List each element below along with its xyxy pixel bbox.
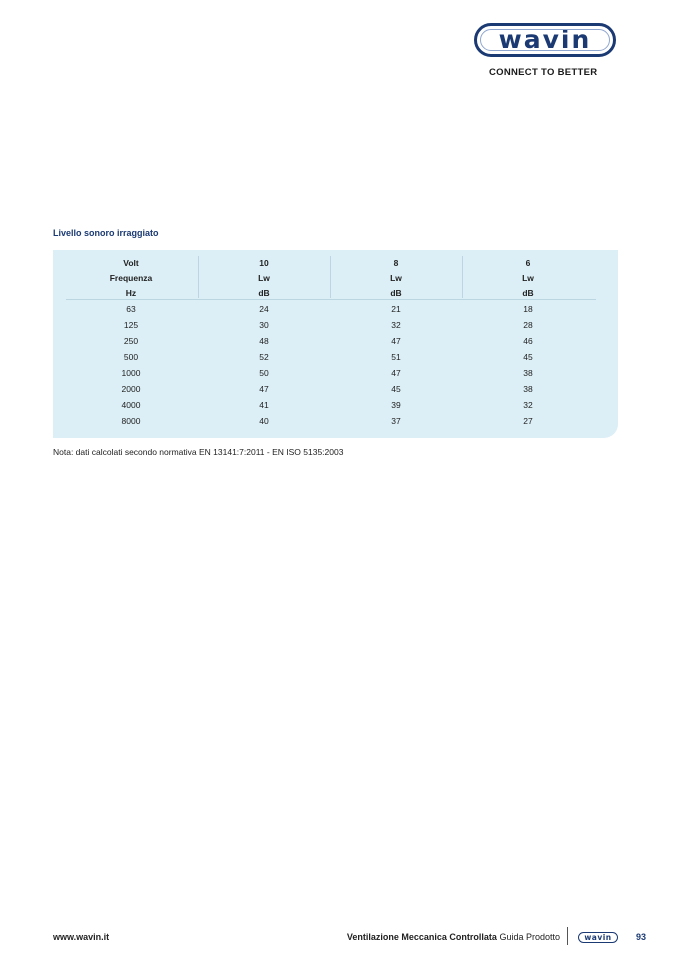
table-cell: 39 xyxy=(391,400,401,410)
header-cell: 6 xyxy=(525,258,531,268)
footer-logo-text: wavin xyxy=(584,932,612,942)
table-cell: 40 xyxy=(259,416,269,426)
table-cell: 47 xyxy=(391,336,401,346)
header-cell: Volt xyxy=(123,258,139,268)
table-cell: 4000 xyxy=(121,400,141,410)
header-column-6v xyxy=(463,256,593,301)
table-cell: 27 xyxy=(523,416,533,426)
table-cell: 30 xyxy=(259,320,269,330)
logo-tagline: CONNECT TO BETTER xyxy=(489,67,598,78)
table-cell: 50 xyxy=(259,368,269,378)
table-cell: 46 xyxy=(523,336,533,346)
table-cell: 8000 xyxy=(121,416,141,426)
table-cell: 38 xyxy=(523,368,533,378)
table-cell: 28 xyxy=(523,320,533,330)
header-column-frequency xyxy=(66,256,196,301)
header-cell: dB xyxy=(390,288,402,298)
footer-wavin-logo xyxy=(578,932,618,943)
table-cell: 250 xyxy=(123,336,139,346)
table-row xyxy=(53,397,618,413)
table-cell: 500 xyxy=(123,352,139,362)
header-cell: Lw xyxy=(522,273,534,283)
header-divider xyxy=(66,299,596,300)
header-cell: Lw xyxy=(390,273,402,283)
table-cell: 125 xyxy=(123,320,139,330)
header-cell: dB xyxy=(522,288,534,298)
table-cell: 41 xyxy=(259,400,269,410)
table-cell: 1000 xyxy=(121,368,141,378)
table-cell: 21 xyxy=(391,304,401,314)
section-title: Livello sonoro irraggiato xyxy=(53,228,159,238)
table-row xyxy=(53,317,618,333)
table-cell: 32 xyxy=(391,320,401,330)
footer-document-title xyxy=(347,932,560,942)
header-cell: 8 xyxy=(393,258,399,268)
header-cell: Frequenza xyxy=(109,273,153,283)
footer-doc-subtitle: Guida Prodotto xyxy=(499,932,560,942)
header-column-8v xyxy=(331,256,461,301)
table-note: Nota: dati calcolati secondo normativa EN 13141:7:2011 - EN ISO 5135:2003 xyxy=(53,447,344,457)
table-cell: 45 xyxy=(391,384,401,394)
header-cell: Hz xyxy=(125,288,137,298)
table-row xyxy=(53,365,618,381)
logo-text: wavin xyxy=(498,24,592,54)
table-cell: 45 xyxy=(523,352,533,362)
table-cell: 52 xyxy=(259,352,269,362)
table-row xyxy=(53,333,618,349)
table-cell: 47 xyxy=(391,368,401,378)
footer-doc-title: Ventilazione Meccanica Controllata xyxy=(346,932,497,942)
table-cell: 63 xyxy=(126,304,136,314)
logo-pill xyxy=(474,23,616,57)
table-row xyxy=(53,413,618,429)
table-row xyxy=(53,349,618,365)
footer-url[interactable]: www.wavin.it xyxy=(53,932,110,942)
footer-divider xyxy=(567,927,568,945)
header-cell: dB xyxy=(258,288,270,298)
table-row xyxy=(53,301,618,317)
table-cell: 51 xyxy=(391,352,401,362)
wavin-logo xyxy=(474,23,618,57)
header-column-10v xyxy=(199,256,329,301)
table-cell: 24 xyxy=(259,304,269,314)
table-cell: 37 xyxy=(391,416,401,426)
table-row xyxy=(53,381,618,397)
table-cell: 48 xyxy=(259,336,269,346)
table-cell: 2000 xyxy=(121,384,141,394)
table-cell: 47 xyxy=(259,384,269,394)
table-cell: 38 xyxy=(523,384,533,394)
header-cell: 10 xyxy=(259,258,269,268)
header-cell: Lw xyxy=(258,273,270,283)
sound-level-table xyxy=(53,250,618,438)
table-cell: 32 xyxy=(523,400,533,410)
page-number: 93 xyxy=(636,932,647,942)
table-cell: 18 xyxy=(523,304,533,314)
table-body xyxy=(53,301,618,429)
